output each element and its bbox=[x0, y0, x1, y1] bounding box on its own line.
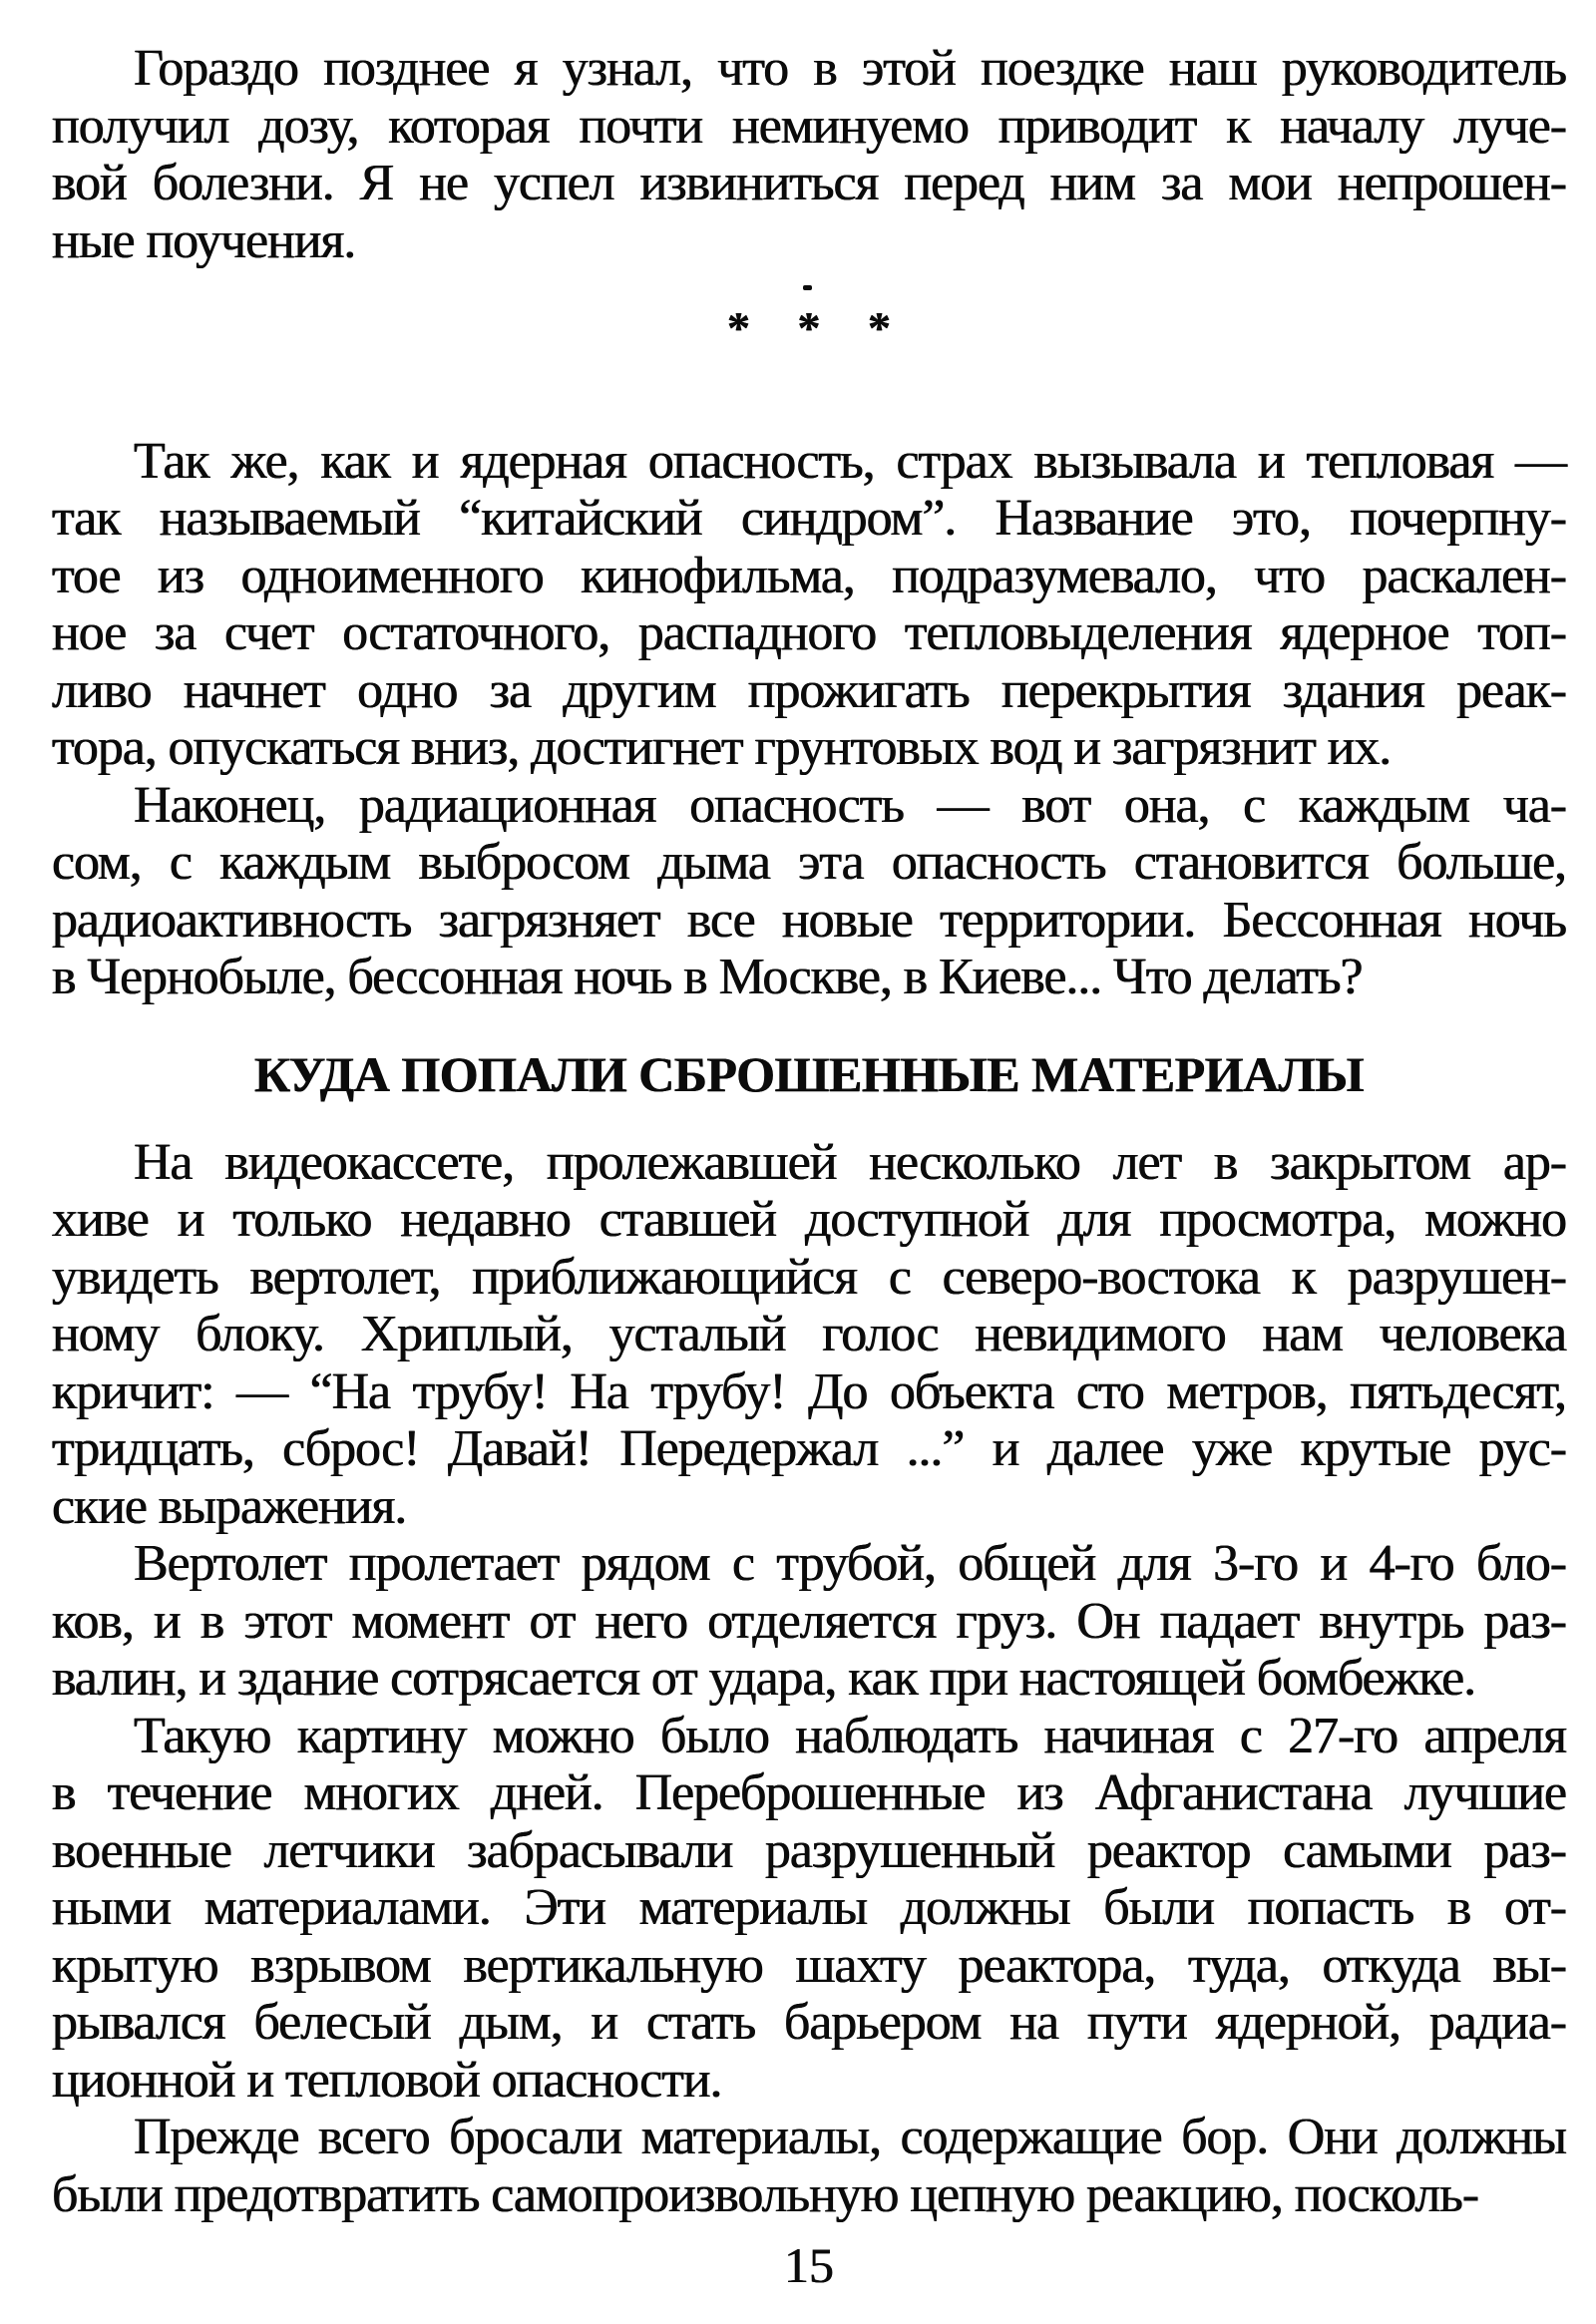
paragraph bbox=[52, 1535, 1566, 1708]
text-line: Такую картину можно было наблюдать начиная с 27-го апреля bbox=[134, 1707, 1566, 1764]
paragraph bbox=[52, 1708, 1566, 2110]
text-line: ные поучения. bbox=[52, 211, 356, 269]
text-line: кричит: — “На трубу! На трубу! До объекта сто метров, пятьдесят, bbox=[52, 1362, 1566, 1420]
text-line: радиоактивность загрязняет все новые территории. Бессонная ночь bbox=[52, 891, 1566, 949]
text-line: Так же, как и ядерная опасность, страх вызывала и тепловая — bbox=[134, 432, 1566, 490]
text-line: ному блоку. Хриплый, усталый голос невидимого нам человека bbox=[52, 1306, 1566, 1362]
text-line: На видеокассете, пролежавшей несколько лет в закрытом ар- bbox=[134, 1133, 1566, 1191]
text-line: ков, и в этот момент от него отделяется груз. Он падает внутрь раз- bbox=[52, 1592, 1566, 1650]
paragraph bbox=[52, 777, 1566, 1006]
text-line: получил дозу, которая почти неминуемо приводит к началу луче- bbox=[52, 97, 1566, 155]
paragraph bbox=[52, 2109, 1566, 2223]
text-line: тридцать, сброс! Давай! Передержал ...” и далее уже крутые рус- bbox=[52, 1420, 1566, 1477]
text-line: Вертолет пролетает рядом с трубой, общей для 3-го и 4-го бло- bbox=[134, 1535, 1566, 1592]
text-line: ционной и тепловой опасности. bbox=[52, 2051, 722, 2109]
paragraph bbox=[52, 40, 1566, 269]
text-line: в течение многих дней. Переброшенные из Афганистана лучшие bbox=[52, 1764, 1566, 1821]
text-line: в Чернобыле, бессонная ночь в Москве, в Киеве... Что делать? bbox=[52, 949, 1363, 1005]
section-heading: КУДА ПОПАЛИ СБРОШЕННЫЕ МАТЕРИАЛЫ bbox=[253, 1045, 1365, 1102]
text-line: военные летчики забрасывали разрушенный реактор самыми раз- bbox=[52, 1821, 1566, 1879]
text-line: сом, с каждым выбросом дыма эта опасность становится больше, bbox=[52, 834, 1566, 891]
text-line: увидеть вертолет, приближающийся с северо-востока к разрушен- bbox=[52, 1248, 1566, 1306]
text-line: ские выражения. bbox=[52, 1477, 407, 1535]
text-line: крытую взрывом вертикальную шахту реактора, туда, откуда вы- bbox=[52, 1936, 1566, 1994]
text-line: ливо начнет одно за другим прожигать перекрытия здания реак- bbox=[52, 661, 1566, 719]
text-line: тора, опускаться вниз, достигнет грунтовых вод и загрязнит их. bbox=[52, 719, 1392, 776]
page-body bbox=[52, 40, 1566, 2223]
text-line: ное за счет остаточного, распадного тепловыделения ядерное топ- bbox=[52, 604, 1566, 661]
text-line: Гораздо позднее я узнал, что в этой поездке наш руководитель bbox=[134, 40, 1566, 97]
text-line: так называемый “китайский синдром”. Название это, почерпну- bbox=[52, 490, 1566, 547]
text-line: рывался белесый дым, и стать барьером на пути ядерной, радиа- bbox=[52, 1994, 1566, 2051]
text-line: были предотвратить самопроизвольную цепную реакцию, посколь- bbox=[52, 2165, 1479, 2223]
text-line: Прежде всего бросали материалы, содержащие бор. Они должны bbox=[134, 2109, 1566, 2165]
paragraph bbox=[52, 1134, 1566, 1536]
text-line: Наконец, радиационная опасность — вот она, с каждым ча- bbox=[134, 776, 1566, 834]
text-line: тое из одноименного кинофильма, подразумевало, что раскален- bbox=[52, 547, 1566, 604]
text-line: хиве и только недавно ставшей доступной для просмотра, можно bbox=[52, 1191, 1566, 1248]
paragraph bbox=[52, 433, 1566, 777]
page-number: 15 bbox=[784, 2237, 834, 2293]
text-line: валин, и здание сотрясается от удара, как при настоящей бомбежке. bbox=[52, 1650, 1476, 1707]
section-separator: * * * bbox=[52, 299, 1566, 357]
text-line: ными материалами. Эти материалы должны были попасть в от- bbox=[52, 1879, 1566, 1936]
text-line: вой болезни. Я не успел извиниться перед ним за мои непрошен- bbox=[52, 155, 1566, 211]
